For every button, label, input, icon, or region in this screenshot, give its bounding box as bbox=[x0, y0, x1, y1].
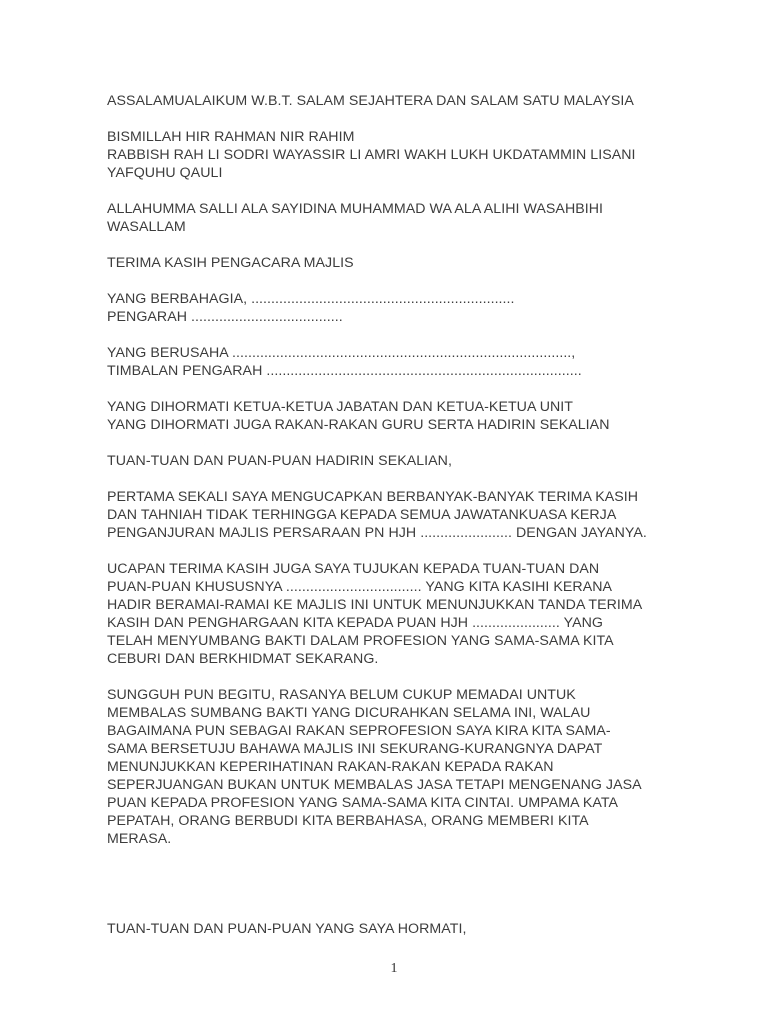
page-number: 1 bbox=[390, 961, 398, 976]
address-director: YANG BERBAHAGIA, .................................................................. PENGARAH ...................................... bbox=[107, 291, 515, 325]
address-audience: TUAN-TUAN DAN PUAN-PUAN HADIRIN SEKALIAN, bbox=[107, 453, 452, 469]
paragraph-appreciation: SUNGGUH PUN BEGITU, RASANYA BELUM CUKUP MEMADAI UNTUK MEMBALAS SUMBANG BAKTI YANG DICURAHKAN SELAMA INI, WALAU BAGAIMANA PUN SEBAGAI RAKAN SEPROFESION SAYA KIRA KITA SAMA- SAMA BERSETUJU BAHAWA MAJLIS INI SEKURANG-KURANGNYA DAPAT MENUNJUKKAN KEPERIHATINAN RAKAN-RAKAN KEPADA RAKAN SEPERJUANGAN BUKAN UNTUK MEMBALAS JASA TETAPI MENGENANG JASA PUAN KEPADA PROFESION YANG SAMA-SAMA KITA CINTAI. UMPAMA KATA PEPATAH, ORANG BERBUDI KITA BERBAHASA, ORANG MEMBERI KITA MERASA. bbox=[107, 687, 642, 847]
document-body bbox=[107, 92, 707, 956]
address-deputy-director: YANG BERUSAHA ....................................................................................., TIMBALAN PENGARAH ............................................................................... bbox=[107, 345, 582, 379]
address-audience-closing: TUAN-TUAN DAN PUAN-PUAN YANG SAYA HORMATI, bbox=[107, 921, 467, 937]
greeting-line: ASSALAMUALAIKUM W.B.T. SALAM SEJAHTERA DAN SALAM SATU MALAYSIA bbox=[107, 93, 634, 109]
opening-prayer: BISMILLAH HIR RAHMAN NIR RAHIM RABBISH RAH LI SODRI WAYASSIR LI AMRI WAKH LUKH UKDATAMMIN LISANI YAFQUHU QAULI bbox=[107, 129, 636, 181]
paragraph-thanks-attendees: UCAPAN TERIMA KASIH JUGA SAYA TUJUKAN KEPADA TUAN-TUAN DAN PUAN-PUAN KHUSUSNYA .................................. YANG KITA KASIHI KERANA HADIR BERAMAI-RAMAI KE MAJLIS INI UNTUK MENUNJUKKAN TANDA TERIMA KASIH DAN PENGHARGAAN KITA KEPADA PUAN HJH ...................... YANG TELAH MENYUMBANG BAKTI DALAM PROFESION YANG SAMA-SAMA KITA CEBURI DAN BERKHIDMAT SEKARANG. bbox=[107, 561, 643, 667]
thanks-emcee: TERIMA KASIH PENGACARA MAJLIS bbox=[107, 255, 354, 271]
paragraph-thanks-committee: PERTAMA SEKALI SAYA MENGUCAPKAN BERBANYAK-BANYAK TERIMA KASIH DAN TAHNIAH TIDAK TERHINGGA KEPADA SEMUA JAWATANKUASA KERJA PENGANJURAN MAJLIS PERSARAAN PN HJH ....................... DENGAN JAYANYA. bbox=[107, 489, 647, 541]
address-heads: YANG DIHORMATI KETUA-KETUA JABATAN DAN KETUA-KETUA UNIT YANG DIHORMATI JUGA RAKAN-RAKAN GURU SERTA HADIRIN SEKALIAN bbox=[107, 399, 610, 433]
selawat-line: ALLAHUMMA SALLI ALA SAYIDINA MUHAMMAD WA ALA ALIHI WASAHBIHI WASALLAM bbox=[107, 201, 604, 235]
